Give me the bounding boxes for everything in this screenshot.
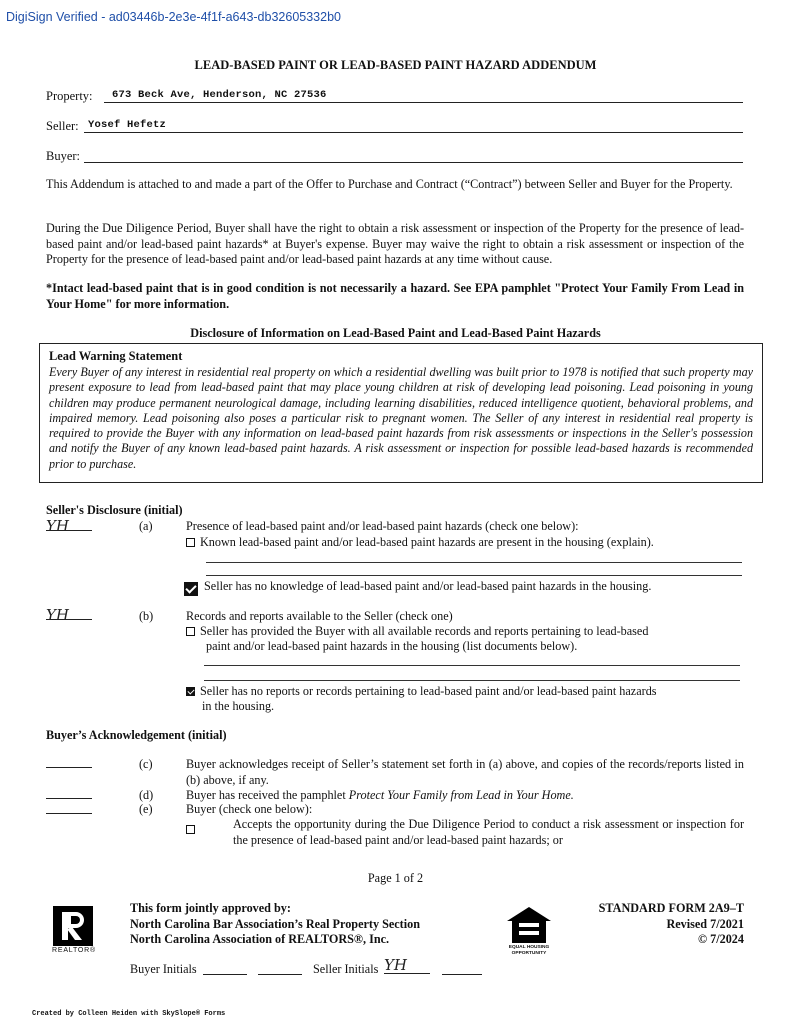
created-by-note: Created by Colleen Heiden with SkySlope® Forms bbox=[32, 1010, 226, 1018]
approval-line-2: North Carolina Bar Association’s Real Property Section bbox=[130, 916, 420, 931]
item-b-option-no-records-cont: in the housing. bbox=[202, 699, 275, 713]
pamphlet-title: Protect Your Family from Lead in Your Home. bbox=[348, 788, 574, 802]
disclosure-heading: Disclosure of Information on Lead-Based Paint and Lead-Based Paint Hazards bbox=[190, 326, 601, 340]
seller-initials-signature: YH bbox=[46, 606, 69, 624]
initials-line bbox=[384, 973, 430, 974]
explain-line-1[interactable] bbox=[206, 562, 742, 563]
option-provided-label: Seller has provided the Buyer with all available records and reports pertaining to lead-based bbox=[200, 624, 649, 638]
property-label: Property: bbox=[46, 89, 93, 103]
option-no-records-label: Seller has no reports or records pertaining to lead-based paint and/or lead-based paint hazards bbox=[200, 684, 657, 698]
item-b-text: Records and reports available to the Seller (check one) bbox=[186, 609, 453, 623]
seller-initials-label: Seller Initials bbox=[313, 962, 379, 976]
seller-initials-a[interactable] bbox=[46, 517, 92, 543]
item-d-letter: (d) bbox=[139, 788, 154, 802]
equal-housing-text: EQUAL HOUSING OPPORTUNITY bbox=[508, 945, 550, 956]
item-c-letter: (c) bbox=[139, 757, 153, 771]
realtor-logo bbox=[52, 905, 96, 957]
property-field[interactable] bbox=[104, 88, 743, 103]
seller-initials-b[interactable] bbox=[46, 606, 92, 632]
addendum-intro: This Addendum is attached to and made a part of the Offer to Purchase and Contract (“Contract”) between Seller and Buyer for the Property. bbox=[46, 177, 733, 191]
item-a-option-no-knowledge: Seller has no knowledge of lead-based paint and/or lead-based paint hazards in the housing. bbox=[204, 579, 652, 593]
documents-line-2[interactable] bbox=[204, 680, 740, 681]
initials-line bbox=[46, 619, 92, 620]
item-b-option-provided-cont: paint and/or lead-based paint hazards in the housing (list documents below). bbox=[206, 639, 578, 653]
lead-warning-text: Every Buyer of any interest in residential real property on which a residential dwelling was built prior to 1978 is notified that such property may present exposure to lead from lead-based paint that may place young children at risk of developing lead poisoning. Lead poisoning in young children may produce permanent neurological damage, including learning disabilities, reduced intelligence quotient, behavioral problems, and impaired memory. Lead poisoning also poses a particular risk to pregnant women. The Seller of any interest in residential real property is required to provide the Buyer with any information on lead-based paint hazards from risk assessments or inspections in the Seller's possession and notify the Buyer of any known lead-based paint hazards. A risk assessment or inspection for possible lead-based hazards is recommended prior to purchase. bbox=[49, 365, 753, 471]
buyer-label: Buyer: bbox=[46, 149, 81, 163]
item-b-option-provided[interactable] bbox=[186, 624, 648, 640]
checkbox-accepts-opportunity[interactable] bbox=[186, 825, 195, 834]
checkbox-no-records[interactable] bbox=[186, 687, 195, 696]
form-revised: Revised 7/2021 bbox=[666, 916, 744, 931]
buyer-initials-e[interactable] bbox=[46, 813, 92, 814]
approval-line-1: This form jointly approved by: bbox=[130, 901, 291, 915]
documents-line-1[interactable] bbox=[204, 665, 740, 666]
seller-field[interactable] bbox=[84, 118, 743, 133]
form-copyright: © 7/2024 bbox=[697, 932, 744, 946]
seller-initials-field-1[interactable] bbox=[384, 956, 430, 976]
explain-line-2[interactable] bbox=[206, 575, 742, 576]
option-known-label: Known lead-based paint and/or lead-based paint hazards are present in the housing (explain). bbox=[200, 535, 654, 549]
buyer-initials-field-2[interactable] bbox=[258, 974, 302, 975]
seller-initials-signature: YH bbox=[384, 956, 407, 974]
property-value: 673 Beck Ave, Henderson, NC 27536 bbox=[112, 89, 327, 101]
buyer-initials-field-1[interactable] bbox=[203, 974, 247, 975]
intact-paint-note: *Intact lead-based paint that is in good condition is not necessarily a hazard. See EPA pamphlet "Protect Your Family From Lead in Your Home" for more information. bbox=[46, 281, 744, 311]
item-b-letter: (b) bbox=[139, 609, 154, 623]
seller-label: Seller: bbox=[46, 119, 79, 133]
seller-disclosure-heading: Seller's Disclosure (initial) bbox=[46, 503, 183, 517]
seller-value: Yosef Hefetz bbox=[88, 119, 167, 131]
digisign-verification: DigiSign Verified - ad03446b-2e3e-4f1f-a643-db32605332b0 bbox=[6, 10, 341, 24]
realtor-logo-text: REALTOR® bbox=[52, 947, 96, 954]
item-c-text: Buyer acknowledges receipt of Seller’s statement set forth in (a) above, and copies of the records/reports listed in (b) above, if any. bbox=[186, 757, 744, 787]
form-id-block bbox=[560, 901, 744, 948]
checkbox-no-knowledge[interactable] bbox=[184, 582, 198, 596]
buyer-initials-d[interactable] bbox=[46, 798, 92, 799]
lead-warning-title: Lead Warning Statement bbox=[49, 349, 183, 363]
seller-initials-signature: YH bbox=[46, 517, 69, 535]
equal-housing-logo bbox=[505, 905, 553, 957]
seller-initials-field-2[interactable] bbox=[442, 974, 482, 975]
item-e-letter: (e) bbox=[139, 802, 153, 816]
item-a-text: Presence of lead-based paint and/or lead-based paint hazards (check one below): bbox=[186, 519, 579, 533]
buyer-initials-label: Buyer Initials bbox=[130, 962, 197, 976]
item-d-text-plain: Buyer has received the pamphlet bbox=[186, 788, 349, 802]
approval-block bbox=[130, 901, 420, 948]
item-a-letter: (a) bbox=[139, 519, 153, 533]
form-number: STANDARD FORM 2A9–T bbox=[598, 901, 744, 915]
checkbox-records-provided[interactable] bbox=[186, 627, 195, 636]
buyer-ack-heading: Buyer’s Acknowledgement (initial) bbox=[46, 728, 227, 742]
approval-line-3: North Carolina Association of REALTORS®, Inc. bbox=[130, 932, 390, 946]
item-e-text: Buyer (check one below): bbox=[186, 802, 313, 816]
page-title: LEAD-BASED PAINT OR LEAD-BASED PAINT HAZARD ADDENDUM bbox=[194, 58, 597, 72]
item-e-option-accepts: Accepts the opportunity during the Due Diligence Period to conduct a risk assessment or inspection for the presence of lead-based paint and/or lead-based paint hazards; or bbox=[233, 817, 744, 847]
due-diligence-paragraph: During the Due Diligence Period, Buyer shall have the right to obtain a risk assessment or inspection of the Property for the presence of lead-based paint and/or lead-based paint hazards* at Buyer's expense. Buyer may waive the right to obtain a risk assessment or inspection of the Property for the presence of lead-based paint and/or lead-based paint hazards at any time without cause. bbox=[46, 221, 744, 266]
item-b-option-no-records[interactable] bbox=[186, 684, 657, 700]
buyer-field[interactable] bbox=[84, 148, 743, 163]
initials-line bbox=[46, 530, 92, 531]
checkbox-known-hazards[interactable] bbox=[186, 538, 195, 547]
lead-warning-box bbox=[39, 343, 763, 483]
page-number: Page 1 of 2 bbox=[367, 871, 424, 885]
buyer-initials-c[interactable] bbox=[46, 767, 92, 768]
item-a-option-known[interactable] bbox=[186, 535, 654, 551]
